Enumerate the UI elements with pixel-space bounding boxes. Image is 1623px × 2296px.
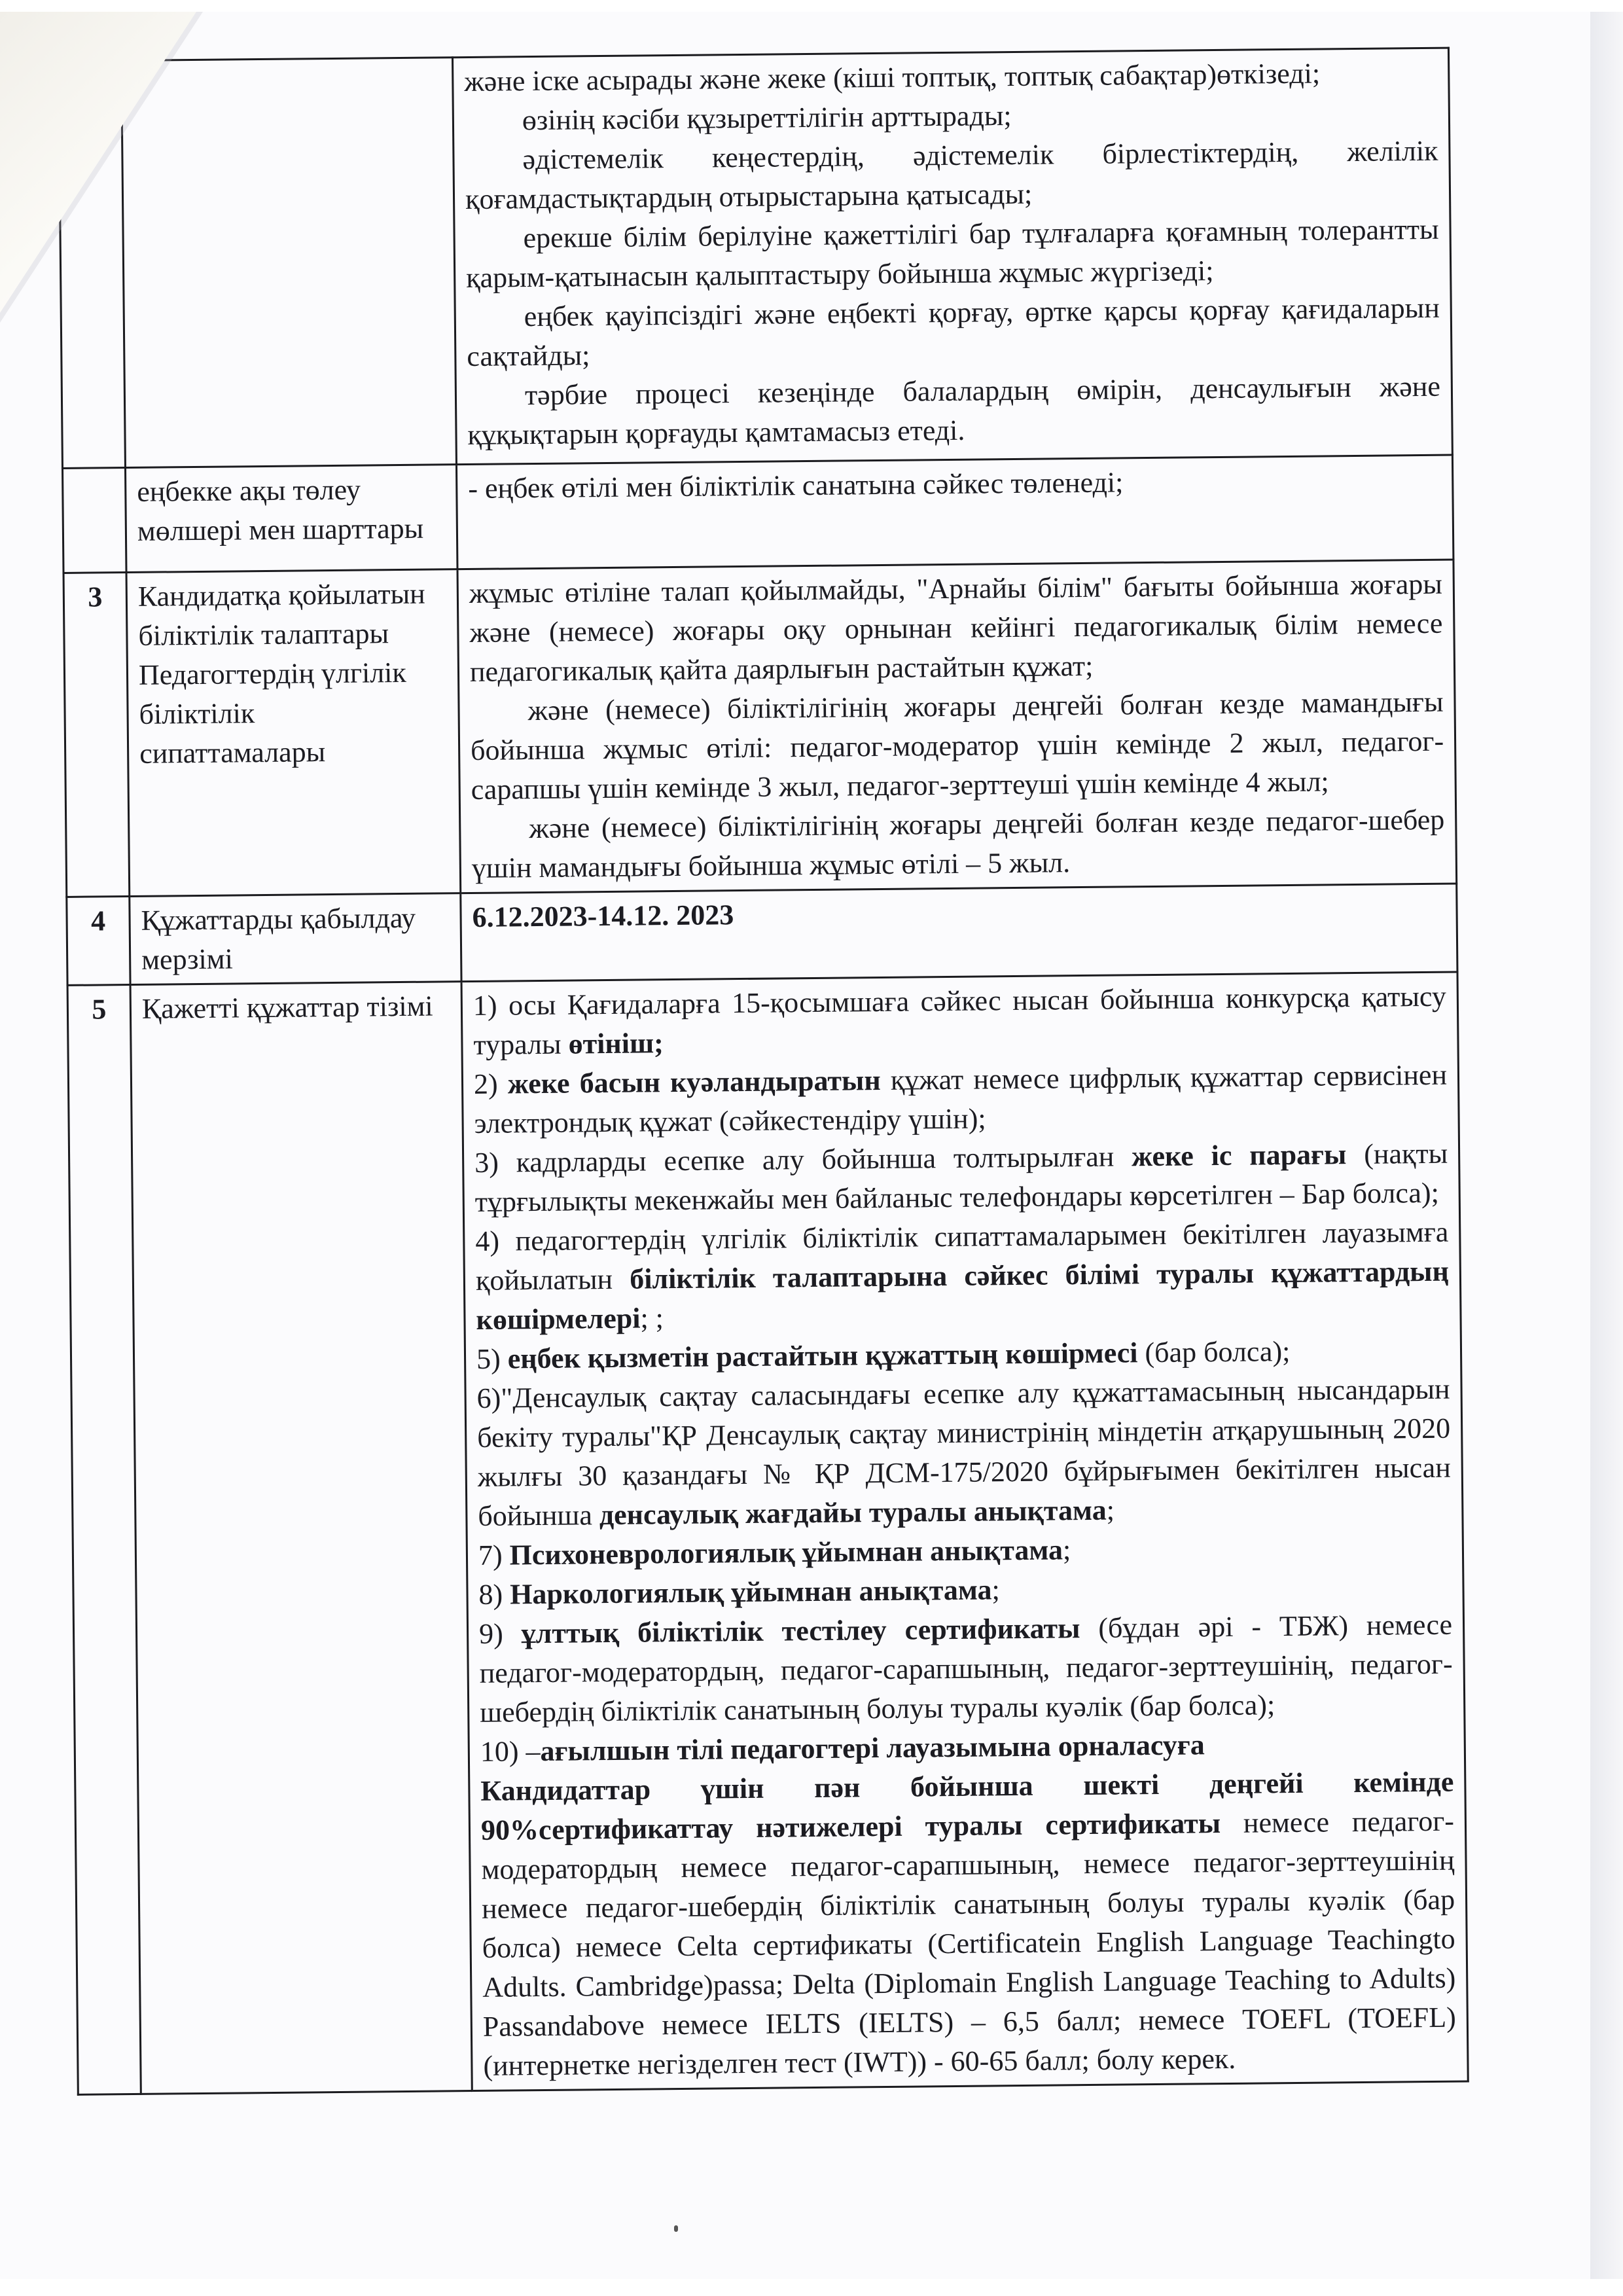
row-number-5: 5	[67, 984, 141, 2094]
document-item-text: ; ;	[640, 1302, 664, 1335]
acceptance-date-range: 6.12.2023-14.12. 2023	[472, 899, 734, 933]
duty-paragraph: әдістемелік кеңестердің, әдістемелік бірлестіктердің, желілік қоғамдастықтардың отырыстарына қатысады;	[465, 134, 1438, 216]
document-list-item	[474, 1056, 1448, 1143]
table-row-documents	[67, 972, 1468, 2094]
row-content-qualification	[457, 560, 1457, 893]
row-label-salary: еңбекке ақы төлеу мөлшері мен шарттары	[125, 465, 457, 573]
row-label	[122, 58, 457, 468]
document-item-emphasis: өтініш;	[568, 1027, 664, 1060]
document-item-text: 8)	[478, 1578, 510, 1611]
document-item-emphasis: жеке іс парағы	[1131, 1138, 1347, 1173]
row-label-deadline: Құжаттарды қабылдау мерзімі	[130, 893, 461, 985]
document-list-item	[476, 1370, 1451, 1536]
row-number-3: 3	[63, 573, 130, 897]
document-item-text: (нақты тұрғылықты мекенжайы мен байланыс телефондары көрсетілген – Бар болса);	[474, 1137, 1448, 1218]
document-item-text: құжат немесе цифрлық құжаттар сервисінен электрондық құжат (сәйкестендіру үшін);	[474, 1058, 1448, 1139]
row-label-documents: Қажетті құжаттар тізімі	[130, 982, 472, 2094]
document-item-text: 6)"Денсаулық сақтау саласындағы есепке алу құжаттамасының нысандарын бекіту туралы"ҚР Денсаулық сақтау министрінің міндетін атқарушының 2020 жылғы 30 қазандағы № ҚР ДСМ-175/2020 бұйрығымен бекітілген нысан бойынша	[476, 1372, 1451, 1532]
document-item-emphasis: жеке басын куәландыратын	[507, 1064, 881, 1100]
table-row-salary	[62, 455, 1453, 573]
duty-paragraph: ерекше білім берілуіне қажеттілігі бар тұлғаларға қоғамның толерантты қарым-қатынасын қалыптастыру бойынша жұмыс жүргізеді;	[465, 213, 1439, 295]
table-row-deadline	[67, 884, 1457, 985]
document-item-text: ;	[1062, 1534, 1071, 1566]
duty-paragraph: тәрбие процесі кезеңінде балалардың өмірін, денсаулығын және құқықтарын қорғауды қамтамасыз етеді.	[467, 370, 1441, 452]
document-list-item	[480, 1763, 1457, 2086]
row-content-documents	[461, 972, 1468, 2091]
document-item-emphasis: ағылшын тілі педагогтері лауазымына орналасуға	[540, 1729, 1205, 1768]
document-list-item	[474, 1134, 1448, 1222]
row-number	[62, 468, 126, 573]
scan-margin-top	[0, 0, 1623, 12]
row-content-salary	[456, 455, 1453, 569]
document-item-text: 7)	[478, 1539, 510, 1571]
document-item-text: 2)	[473, 1067, 508, 1100]
document-item-text: 3) кадрларды есепке алу бойынша толтырылған	[474, 1140, 1132, 1179]
duty-paragraph: еңбек қауіпсіздігі және еңбекті қорғау, өртке қарсы қорғау қағидаларын сақтайды;	[467, 291, 1440, 373]
document-item-emphasis: денсаулық жағдайы туралы анықтама	[599, 1494, 1107, 1532]
document-item-emphasis: ұлттық біліктілік тестілеу сертификаты	[521, 1612, 1080, 1650]
salary-text: - еңбек өтілі мен біліктілік санатына сәйкес төленеді;	[468, 466, 1124, 505]
page-edge-shadow	[1590, 12, 1623, 2279]
duty-paragraph: өзінің кәсіби құзыреттілігін арттырады;	[522, 99, 1012, 137]
qualification-paragraph: және (немесе) біліктілігінің жоғары деңгейі болған кезде педагог-шебер үшін мамандығы бойынша жұмыс өтілі – 5 жыл.	[471, 803, 1445, 884]
document-item-text: 9)	[478, 1617, 522, 1650]
qualification-paragraph: жұмыс өтіліне талап қойылмайды, "Арнайы білім" бағыты бойынша жоғары және (немесе) жоғары оқу орнынан кейінгі педагогикалық білім немесе педагогикалық қайта даярлығын растайтын құжат;	[469, 567, 1443, 688]
requirements-table	[58, 47, 1469, 2096]
document-item-text: (бұдан әрі - ТБЖ) немесе педагог-модератордың, педагог-сарапшының, педагог-зерттеушінің, педагог-шебердің біліктілік санатының болуы туралы куәлік (бар болса);	[479, 1608, 1453, 1729]
qualification-paragraph: және (немесе) біліктілігінің жоғары деңгейі болған кезде мамандығы бойынша жұмыс өтілі: педагог-модератор үшін кемінде 2 жыл, педагог-сарапшы үшін кемінде 3 жыл, педагог-зерттеуші үшін кемінде 4 жыл;	[470, 685, 1444, 806]
document-item-text: 5)	[476, 1342, 508, 1375]
document-item-text: 1) осы Қағидаларға 15-қосымшаға сәйкес нысан бойынша конкурсқа қатысу туралы	[473, 980, 1447, 1061]
document-item-text: 4) педагогтердің үлгілік біліктілік сипаттамаларымен бекітілген лауазымға қойылатын	[475, 1215, 1449, 1297]
document-item-text: ;	[1106, 1494, 1115, 1526]
table-row-duties	[59, 48, 1453, 468]
document-item-emphasis: Кандидаттар үшін пән бойынша шекті деңгейі кемінде 90%сертификаттау нәтижелері туралы сертификаты	[480, 1765, 1454, 1846]
document-item-emphasis: Психоневрологиялық ұйымнан анықтама	[509, 1534, 1063, 1571]
document-item-text: ;	[991, 1573, 1000, 1606]
scan-margin-bottom	[0, 2279, 1623, 2296]
document-list-item	[475, 1213, 1450, 1340]
document-item-text: 10) –	[480, 1735, 541, 1768]
document-list-item	[479, 1605, 1454, 1732]
document-item-emphasis: Наркологиялық ұйымнан анықтама	[509, 1573, 992, 1611]
row-content-duties	[452, 48, 1452, 465]
row-number-4: 4	[67, 897, 130, 986]
document-item-text: немесе педагог-модератордың немесе педагог-сарапшының, немесе педагог-зерттеушінің немесе педагог-шебердің біліктілік санатының болуы туралы куәлік (бар болса) немесе Celta сертификаты (Certificatein English Language Teachingto Adults. Cambridge)passa; Delta (Diplomain English Language Teaching to Adults) Passandabove немесе IELTS (IELTS) – 6,5 балл; немесе TOEFL (TOEFL) (интернетке негізделген тест (IWT)) - 60-65 балл; болу керек.	[481, 1804, 1457, 2082]
document-item-emphasis: біліктілік талаптарына сәйкес білімі туралы құжаттардың көшірмелері	[476, 1255, 1450, 1336]
document-list-item	[473, 977, 1447, 1065]
row-content-deadline	[461, 884, 1457, 982]
document-item-emphasis: еңбек қызметін растайтын құжаттың көшірмесі	[507, 1336, 1138, 1375]
scan-speck	[674, 2225, 678, 2232]
duty-paragraph: және іске асырады және жеке (кіші топтық, топтық сабақтар)өткізеді;	[464, 57, 1321, 98]
row-label-qualification: Кандидатқа қойылатын біліктілік талаптары Педагогтердің үлгілік біліктілік сипаттамалары	[126, 569, 461, 897]
document-item-text: (бар болса);	[1137, 1335, 1291, 1369]
table-row-qualification	[63, 560, 1457, 897]
